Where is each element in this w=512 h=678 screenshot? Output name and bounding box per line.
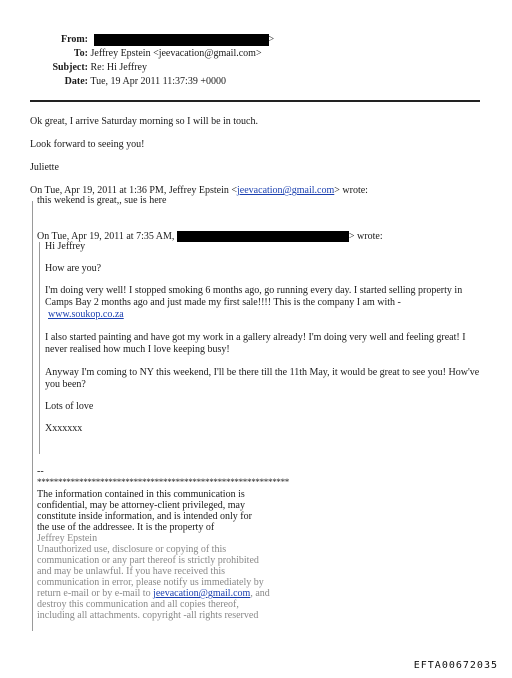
header-divider <box>30 100 480 102</box>
quote2-p2-line2: Camps Bay 2 months ago and just made my first sale!!!! This is the company I am with - <box>45 297 401 308</box>
quote2-p3-line1: I also started painting and have got my work in a gallery already! I'm doing very well and feeling great! I <box>45 332 466 343</box>
body-signature: Juliette <box>30 162 59 173</box>
company-link[interactable]: www.soukop.co.za <box>48 309 124 320</box>
disclaimer-email-link[interactable]: jeevacation@gmail.com <box>153 588 251 599</box>
from-label: From: <box>60 34 88 45</box>
date-row <box>26 75 226 89</box>
quote2-greeting: Hi Jeffrey <box>45 241 86 252</box>
quote1-email-link[interactable]: jeevacation@gmail.com <box>237 185 335 196</box>
disclaimer-dashes: -- <box>37 466 44 477</box>
disclaimer-line-8: and may be unlawful. If you have received this <box>37 566 225 577</box>
disclaimer-line-10-suffix: , and <box>250 588 270 599</box>
disclaimer-line-6: Unauthorized use, disclosure or copying of this <box>37 544 227 555</box>
subject-label: Subject: <box>52 62 88 73</box>
quote2-attribution-prefix: On Tue, Apr 19, 2011 at 7:35 AM, <box>37 231 175 242</box>
disclaimer-line-3: constitute inside information, and is intended only for <box>37 511 252 522</box>
redacted-quote-sender <box>177 231 349 242</box>
date-label: Date: <box>64 76 88 87</box>
quote2-p1: How are you? <box>45 263 102 274</box>
disclaimer-stars: ************************************************************ <box>37 477 290 487</box>
subject-row <box>26 61 147 75</box>
to-value: Jeffrey Epstein <jeevacation@gmail.com> <box>90 48 262 59</box>
disclaimer-line-2: confidential, may be attorney-client privileged, may <box>37 500 245 511</box>
quote2-p3-line2: never realised how much I love keeping busy! <box>45 344 230 355</box>
disclaimer-line-4: the use of the addressee. It is the property of <box>37 522 215 533</box>
disclaimer-line-5: Jeffrey Epstein <box>37 533 98 544</box>
quote2-p2-line1: I'm doing very well! I stopped smoking 6 months ago, go running every day. I started selling property in <box>45 285 463 296</box>
quote2-p4-line2: you been? <box>45 379 86 390</box>
disclaimer-line-1: The information contained in this communication is <box>37 489 245 500</box>
redacted-sender <box>94 34 269 46</box>
quote2-closing: Lots of love <box>45 401 94 412</box>
quote1-attribution-prefix: On Tue, Apr 19, 2011 at 1:36 PM, Jeffrey Epstein < <box>30 185 238 196</box>
quote1-text: this wekend is great,, sue is here <box>37 195 167 206</box>
body-line-2: Look forward to seeing you! <box>30 139 145 150</box>
to-row <box>26 47 262 61</box>
date-value: Tue, 19 Apr 2011 11:37:39 +0000 <box>90 76 226 87</box>
quote2-attribution <box>37 230 383 243</box>
body-line-1: Ok great, I arrive Saturday morning so I will be in touch. <box>30 116 258 127</box>
disclaimer-line-11: destroy this communication and all copies thereof, <box>37 599 239 610</box>
quote2-attribution-suffix: > wrote: <box>348 231 383 242</box>
to-label: To: <box>73 48 88 59</box>
disclaimer-line-9: communication in error, please notify us immediately by <box>37 577 264 588</box>
subject-value: Re: Hi Jeffrey <box>90 62 147 73</box>
disclaimer-line-12: including all attachments. copyright -all rights reserved <box>37 610 259 621</box>
disclaimer-line-7: communication or any part thereof is strictly prohibited <box>37 555 259 566</box>
quote1-attribution-suffix: > wrote: <box>334 185 368 196</box>
bates-number: EFTA00672035 <box>413 660 498 671</box>
disclaimer-line-10-prefix: return e-mail or by e-mail to <box>37 588 154 599</box>
quote2-sign: Xxxxxxx <box>45 423 83 434</box>
quote1-bar <box>32 201 33 631</box>
from-suffix: > <box>268 34 275 45</box>
quote2-p4-line1: Anyway I'm coming to NY this weekend, I'll be there till the 11th May, it would be great to see you! How've <box>45 367 480 378</box>
from-row <box>26 33 274 47</box>
quote2-bar <box>39 242 40 454</box>
quote2-company-link[interactable] <box>48 308 124 321</box>
